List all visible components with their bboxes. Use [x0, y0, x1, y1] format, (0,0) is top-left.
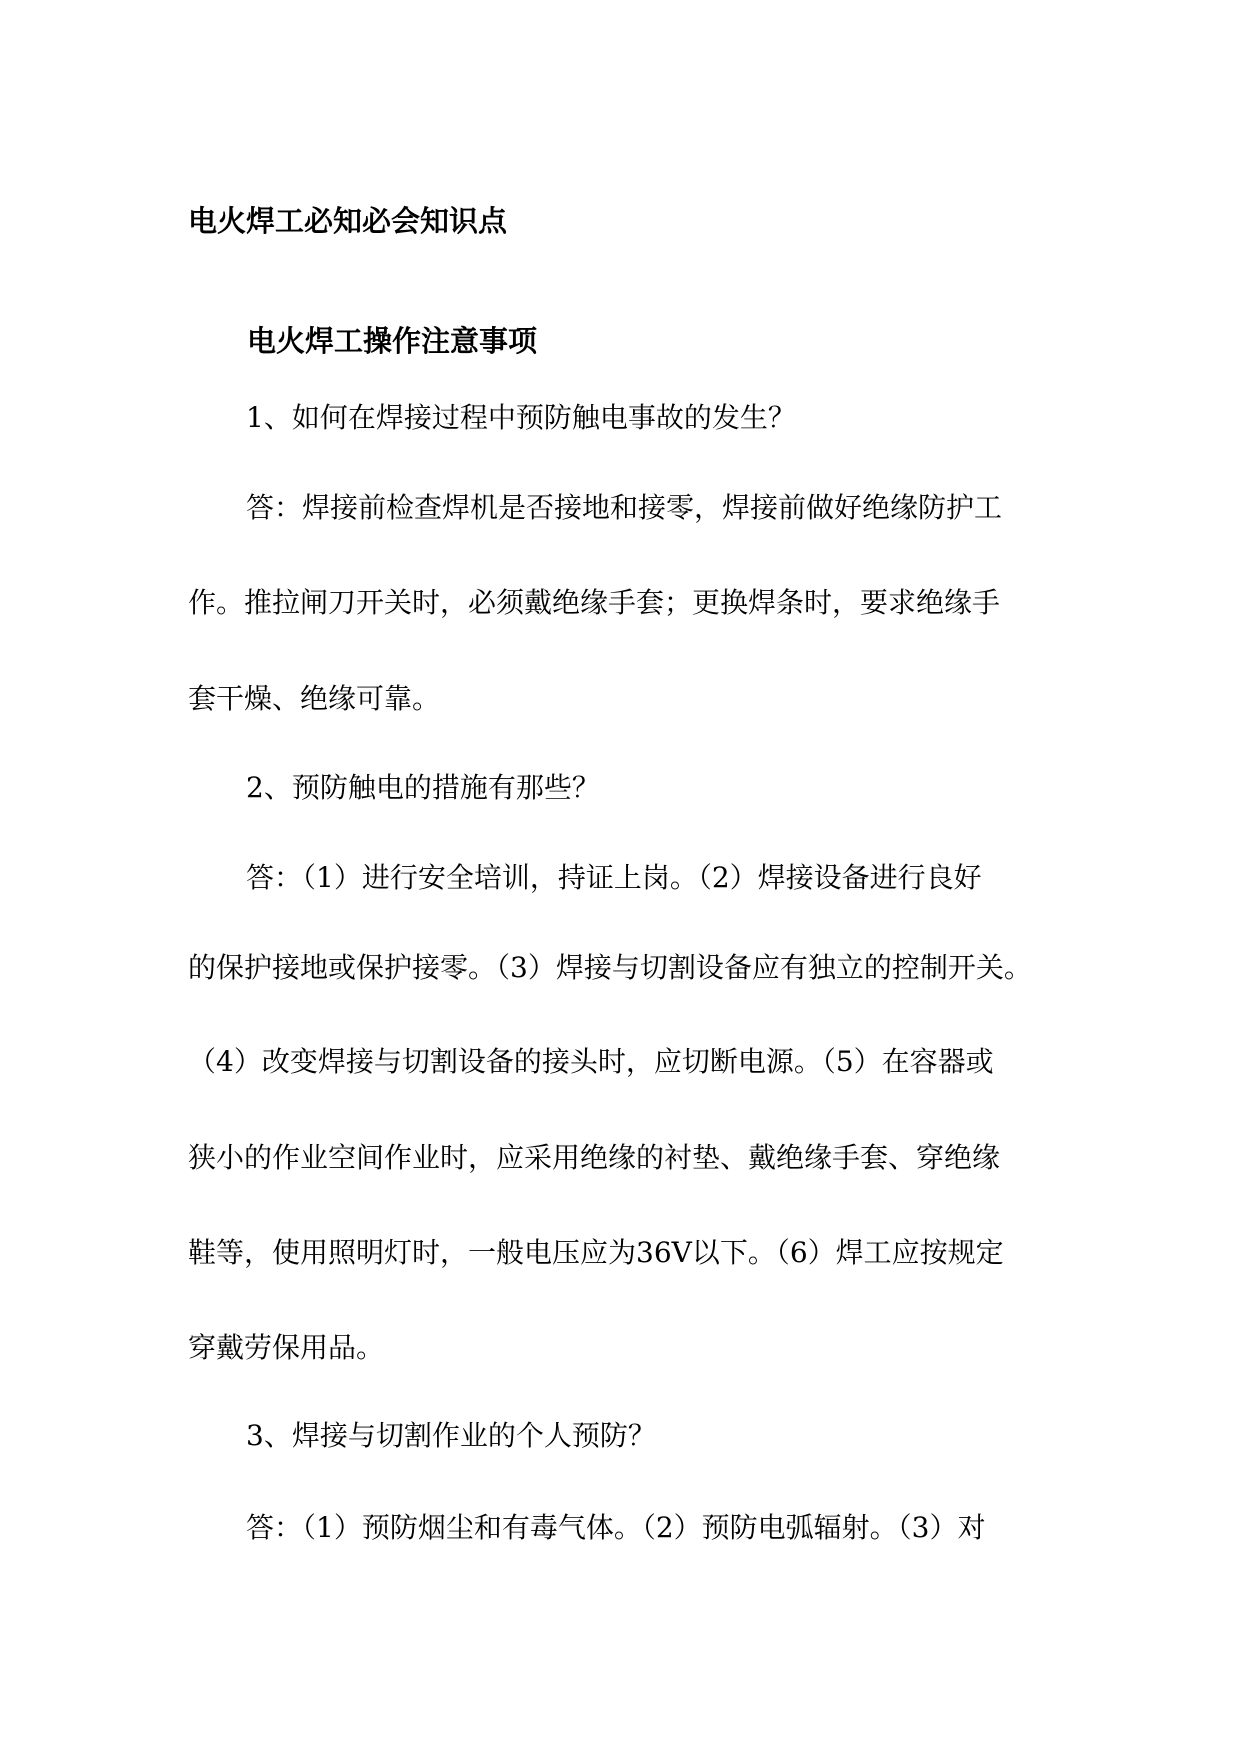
question-1: 1、如何在焊接过程中预防触电事故的发生？ — [246, 401, 796, 434]
answer-2-line-5: 鞋等，使用照明灯时，一般电压应为36V以下。（6）焊工应按规定 — [188, 1236, 1004, 1269]
question-2: 2、预防触电的措施有那些？ — [246, 771, 600, 804]
document-title: 电火焊工必知必会知识点 — [188, 204, 508, 238]
answer-2-line-4: 狭小的作业空间作业时，应采用绝缘的衬垫、戴绝缘手套、穿绝缘 — [188, 1141, 1001, 1174]
answer-3-line-1: 答：（1）预防烟尘和有毒气体。（2）预防电弧辐射。（3）对 — [246, 1511, 986, 1544]
answer-1-line-1: 答：焊接前检查焊机是否接地和接零，焊接前做好绝缘防护工 — [246, 491, 1003, 524]
section-title: 电火焊工操作注意事项 — [247, 324, 538, 358]
answer-1-line-2: 作。推拉闸刀开关时，必须戴绝缘手套；更换焊条时，要求绝缘手 — [188, 586, 1001, 619]
answer-1-line-3: 套干燥、绝缘可靠。 — [188, 682, 441, 715]
answer-2-line-3: （4）改变焊接与切割设备的接头时，应切断电源。（5）在容器或 — [188, 1045, 994, 1078]
answer-2-line-2: 的保护接地或保护接零。（3）焊接与切割设备应有独立的控制开关。 — [188, 951, 1032, 984]
question-3: 3、焊接与切割作业的个人预防？ — [246, 1419, 656, 1452]
answer-2-line-6: 穿戴劳保用品。 — [188, 1331, 385, 1364]
answer-2-line-1: 答：（1）进行安全培训，持证上岗。（2）焊接设备进行良好 — [246, 861, 982, 894]
